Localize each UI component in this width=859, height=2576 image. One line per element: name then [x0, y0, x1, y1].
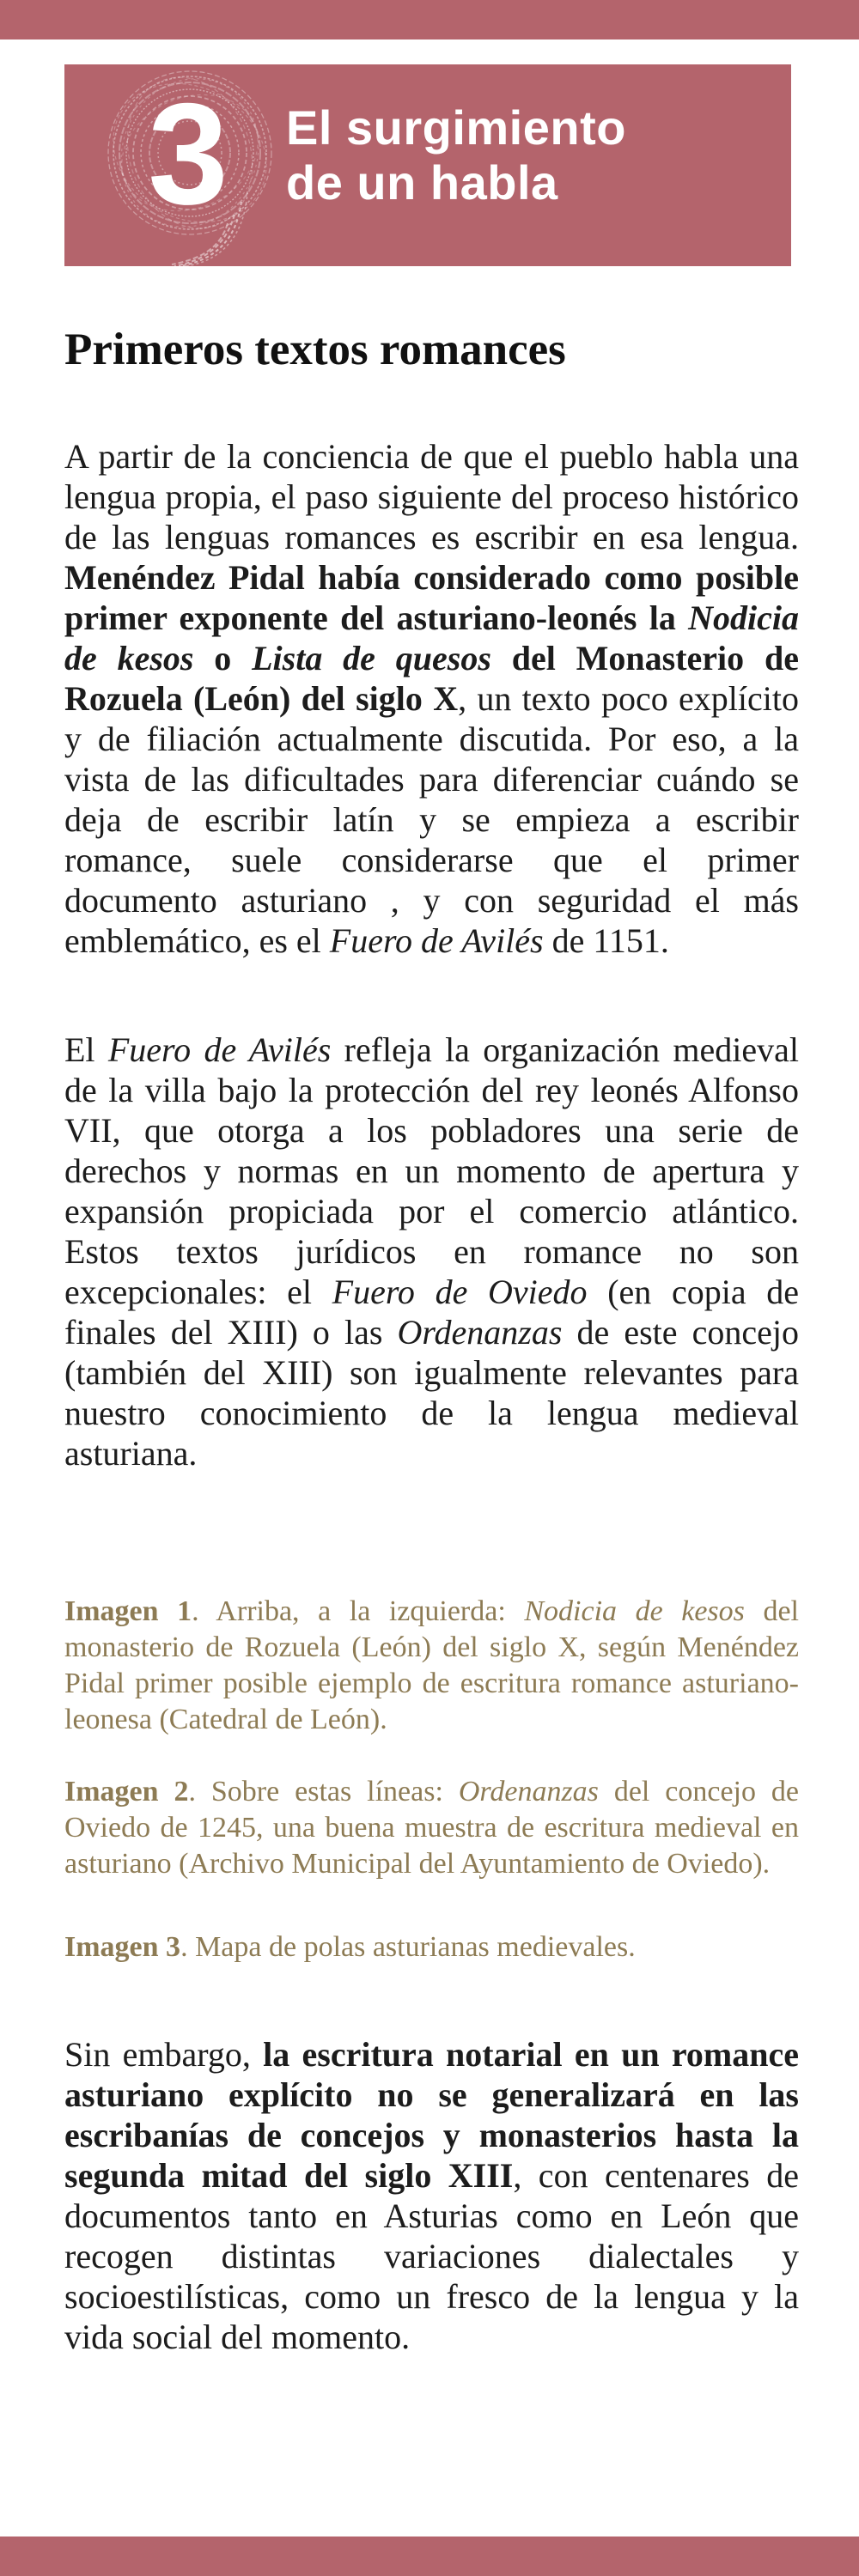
banner-title [286, 100, 626, 210]
image-caption-3: Imagen 3. Mapa de polas asturianas medievales. [64, 1931, 636, 1963]
body-paragraph-2: El Fuero de Avilés refleja la organización medieval de la villa bajo la protección del rey leonés Alfonso VII, que otorga a los pobladores una serie de derechos y normas en un momento de apertura y expansión propiciada por el comercio atlántico. Estos textos jurídicos en romance no son excepcionales: el Fuero de Oviedo (en copia de finales del XIII) o las Ordenanzas de este concejo (también del XIII) son igualmente relevantes para nuestro conocimiento de la lengua medieval asturiana. [64, 1030, 800, 1473]
page-heading: Primeros textos romances [64, 325, 566, 374]
banner-title-line-2: de un habla [286, 155, 558, 210]
spirograph-sphere-icon [90, 64, 279, 266]
bottom-edge-band [0, 2537, 859, 2576]
closing-paragraph: Sin embargo, la escritura notarial en un romance asturiano explícito no se generalizará en las escribanías de concejos y monasterios hasta la segunda mitad del siglo XIII, con centenares de documentos tanto en Asturias como en León que recogen distintas variaciones dialectales y socioestilísticas, como un fresco de la lengua y la vida social del momento. [64, 2035, 799, 2356]
chapter-number: 3 [148, 73, 228, 234]
image-caption-2: Imagen 2. Sobre estas líneas: Ordenanzas del concejo de Oviedo de 1245, una buena muestra de escritura medieval en asturiano (Archivo Municipal del Ayuntamiento de Oviedo). [64, 1776, 800, 1880]
image-caption-1: Imagen 1. Arriba, a la izquierda: Nodicia de kesos del monasterio de Rozuela (León) del siglo X, según Menéndez Pidal primer posible ejemplo de escritura romance asturiano-leonesa (Catedral de León). [64, 1595, 799, 1735]
body-paragraph-1: A partir de la conciencia de que el pueblo habla una lengua propia, el paso siguiente del proceso histórico de las lenguas romances es escribir en esa lengua. Menéndez Pidal había considerado como posible primer exponente del asturiano-leonés la Nodicia de kesos o Lista de quesos del Monasterio de Rozuela (León) del siglo X, un texto poco explícito y de filiación actualmente discutida. Por eso, a la vista de las dificultades para diferenciar cuándo se deja de escribir latín y se empieza a escribir romance, suele considerarse que el primer documento asturiano , y con seguridad el más emblemático, es el Fuero de Avilés de 1151. [64, 437, 799, 960]
banner-title-line-1: El surgimiento [286, 100, 626, 155]
page-content [64, 0, 799, 2357]
chapter-banner [64, 64, 791, 266]
